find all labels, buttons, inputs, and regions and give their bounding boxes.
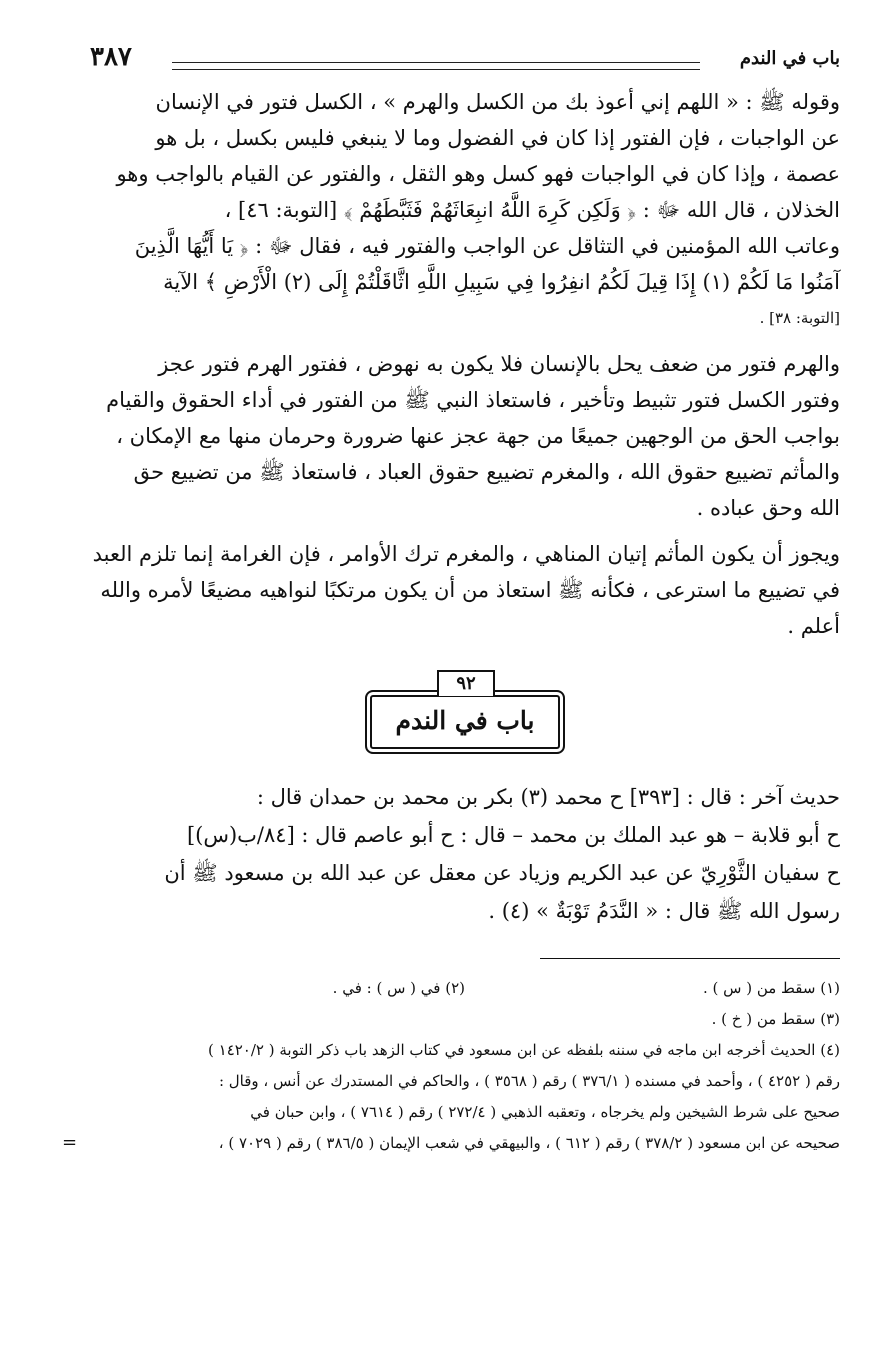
text-line: ح أبو قلابة – هو عبد الملك بن محمد – قال : ح أبو عاصم قال : [٨٤/ب(س)] bbox=[186, 823, 840, 847]
text-line: حديث آخر : قال : [٣٩٣] ح محمد (٣) بكر بن محمد بن حمدان قال : bbox=[256, 785, 840, 809]
footnote-row bbox=[90, 973, 840, 1004]
text-line: ويجوز أن يكون المأثم إتيان المناهي ، والمغرم ترك الأوامر ، فإن الغرامة إنما تلزم العبد bbox=[92, 542, 840, 566]
header-double-rule bbox=[172, 62, 700, 70]
footnote-4-line: رقم ( ٤٢٥٢ ) ، وأحمد في مسنده ( ٣٧٦/١ ) رقم ( ٣٥٦٨ ) ، والحاكم في المستدرك عن أنس ، وقال : bbox=[218, 1072, 840, 1090]
paragraph-3 bbox=[90, 536, 840, 644]
text-line: رسول الله ﷺ قال : « النَّدَمُ تَوْبَةٌ » (٤) . bbox=[488, 899, 840, 923]
running-header bbox=[90, 40, 840, 84]
text-line: بواجب الحق من الوجهين جميعًا من جهة عجز عنها ضرورة وحرمان منها مع الإمكان ، bbox=[116, 424, 840, 448]
section-title: باب في الندم bbox=[395, 706, 535, 735]
book-page bbox=[62, 40, 840, 1159]
text-line: والمأثم تضييع حقوق الله ، والمغرم تضييع حقوق العباد ، فاستعاذ ﷺ من تضييع حق bbox=[133, 460, 840, 484]
footnote-2: (٢) في ( س ) : في . bbox=[332, 979, 465, 997]
text-line: ح سفيان الثَّوْرِيّ عن عبد الكريم وزياد عن معقل عن عبد الله بن مسعود ﷺ أن bbox=[164, 861, 840, 885]
hadith-text bbox=[90, 778, 840, 930]
footnote-1: (١) سقط من ( س ) . bbox=[702, 979, 840, 997]
text-line: آمَنُوا مَا لَكُمْ (١) إِذَا قِيلَ لَكُمُ انفِرُوا فِي سَبِيلِ اللَّهِ اثَّاقَلْتُمْ إِلَى (٢) الْأَرْضِ ﴾ الآية bbox=[163, 270, 840, 294]
section-number: ٩٢ bbox=[437, 670, 495, 696]
running-title: باب في الندم bbox=[739, 48, 840, 69]
text-line: [التوبة: ٣٨] . bbox=[759, 309, 840, 327]
footnote-3: (٣) سقط من ( خ ) . bbox=[711, 1010, 840, 1028]
footnote-4-line: صحيح على شرط الشيخين ولم يخرجاه ، وتعقبه الذهبي ( ٢٧٢/٤ ) رقم ( ٧٦١٤ ) ، وابن حبان في bbox=[250, 1103, 840, 1121]
text-line: الله وحق عباده . bbox=[696, 496, 840, 520]
section-title-box bbox=[365, 690, 565, 754]
text-line: وعاتب الله المؤمنين في التثاقل عن الواجب والفتور فيه ، فقال ﷻ : ﴿ يَا أَيُّهَا الَّذِينَ bbox=[134, 234, 840, 258]
page-number: ٣٨٧ bbox=[90, 42, 132, 72]
footnote-4-line: (٤) الحديث أخرجه ابن ماجه في سننه بلفظه عن ابن مسعود في كتاب الزهد باب ذكر التوبة ( ١٤٢٠/٢ ) bbox=[208, 1041, 840, 1059]
text-line: في تضييع ما استرعى ، فكأنه ﷺ استعاذ من أن يكون مرتكبًا لنواهيه مضيعًا لأمره والله bbox=[100, 578, 840, 602]
text-line: عصمة ، وإذا كان في الواجبات فهو كسل وهو الثقل ، والفتور عن القيام بالواجب وهو bbox=[116, 162, 840, 186]
text-line: عن الواجبات ، فإن الفتور إذا كان في الفضول وما لا ينبغي فليس بكسل ، بل هو bbox=[155, 126, 840, 150]
text-line: وفتور الكسل فتور تثبيط وتأخير ، فاستعاذ النبي ﷺ من الفتور في أداء الحقوق والقيام bbox=[106, 388, 840, 412]
text-line: وقوله ﷺ : « اللهم إني أعوذ بك من الكسل والهرم » ، الكسل فتور في الإنسان bbox=[155, 90, 840, 114]
continuation-mark: = bbox=[62, 1132, 78, 1153]
paragraph-1 bbox=[90, 84, 840, 336]
paragraph-2 bbox=[90, 346, 840, 526]
footnotes bbox=[90, 973, 840, 1159]
footnote-separator bbox=[540, 958, 840, 959]
text-line: والهرم فتور من ضعف يحل بالإنسان فلا يكون به نهوض ، ففتور الهرم فتور عجز bbox=[158, 352, 840, 376]
text-line: أعلم . bbox=[787, 614, 840, 638]
footnote-4-line: صحيحه عن ابن مسعود ( ٣٧٨/٢ ) رقم ( ٦١٢ ) ، والبيهقي في شعب الإيمان ( ٣٨٦/٥ ) رقم ( ٧٠٢٩ ) ، bbox=[218, 1134, 840, 1152]
section-heading-frame bbox=[365, 670, 565, 750]
text-line: الخذلان ، قال الله ﷻ : ﴿ وَلَكِن كَرِهَ اللَّهُ انبِعَاثَهُمْ فَثَبَّطَهُمْ ﴾ [التوبة: ٤٦] ، bbox=[224, 198, 840, 222]
